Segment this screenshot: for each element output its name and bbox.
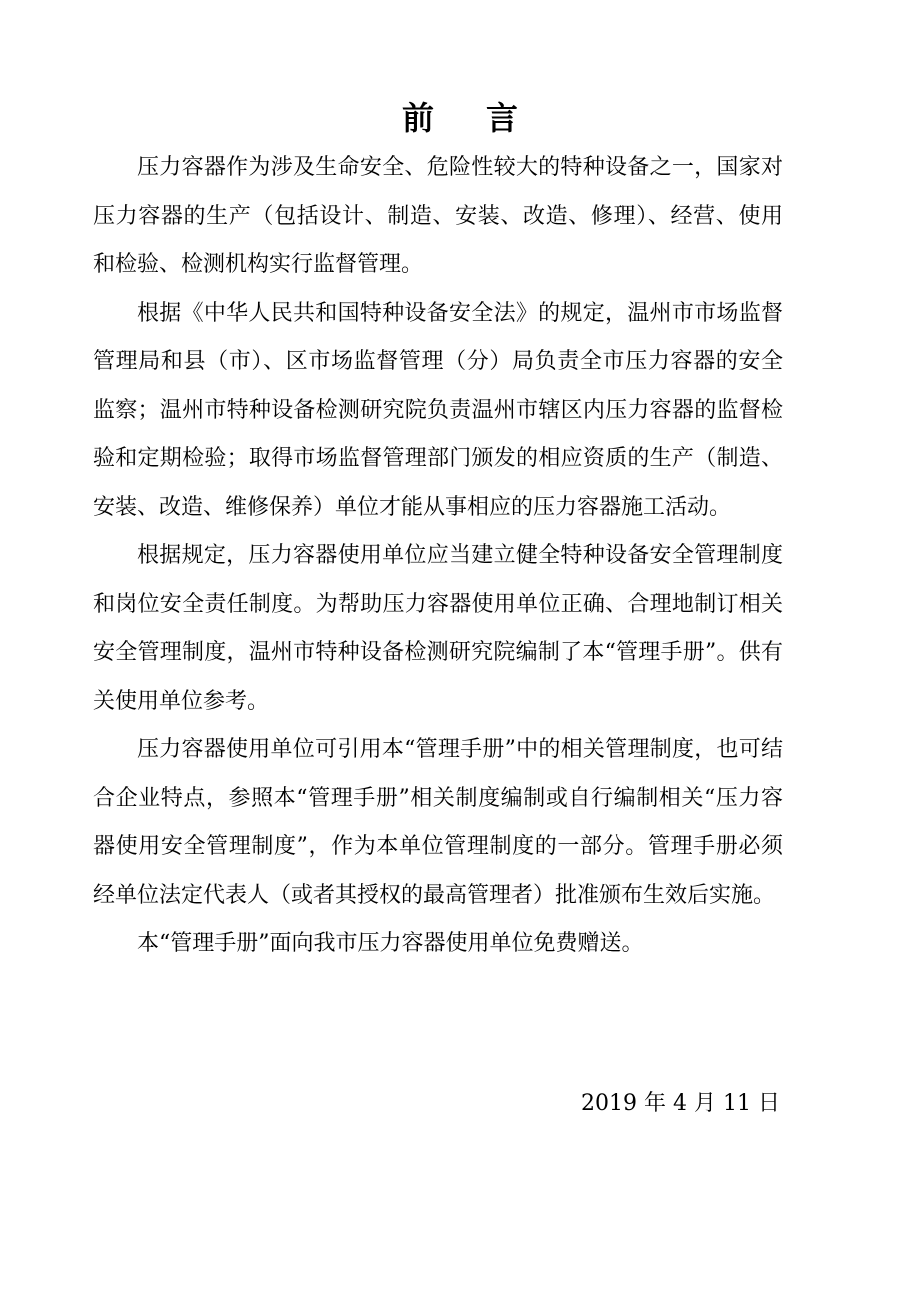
paragraph-4: 压力容器使用单位可引用本“管理手册”中的相关管理制度，也可结合企业特点，参照本“管理手册”相关制度编制或自行编制相关“压力容器使用安全管理制度”，作为本单位管理制度的一部分。管理手册必须经单位法定代表人（或者其授权的最高管理者）批准颁布生效后实施。 [93,737,783,908]
preface-body [93,144,783,969]
paragraph-5: 本“管理手册”面向我市压力容器使用单位免费赠送。 [137,931,644,956]
page-title: 前言 [401,99,570,137]
paragraph-1: 压力容器作为涉及生命安全、危险性较大的特种设备之一，国家对压力容器的生产（包括设计、制造、安装、改造、修理）、经营、使用和检验、检测机构实行监督管理。 [93,155,783,277]
paragraph-2: 根据《中华人民共和国特种设备安全法》的规定，温州市市场监督管理局和县（市）、区市场监督管理（分）局负责全市压力容器的安全监察；温州市特种设备检测研究院负责温州市辖区内压力容器的监督检验和定期检验；取得市场监督管理部门颁发的相应资质的生产（制造、安装、改造、维修保养）单位才能从事相应的压力容器施工活动。 [93,300,783,520]
document-date: 2019 年 4 月 11 日 [581,1091,780,1116]
paragraph-3: 根据规定，压力容器使用单位应当建立健全特种设备安全管理制度和岗位安全责任制度。为帮助压力容器使用单位正确、合理地制订相关安全管理制度，温州市特种设备检测研究院编制了本“管理手册”。供有关使用单位参考。 [93,543,783,714]
